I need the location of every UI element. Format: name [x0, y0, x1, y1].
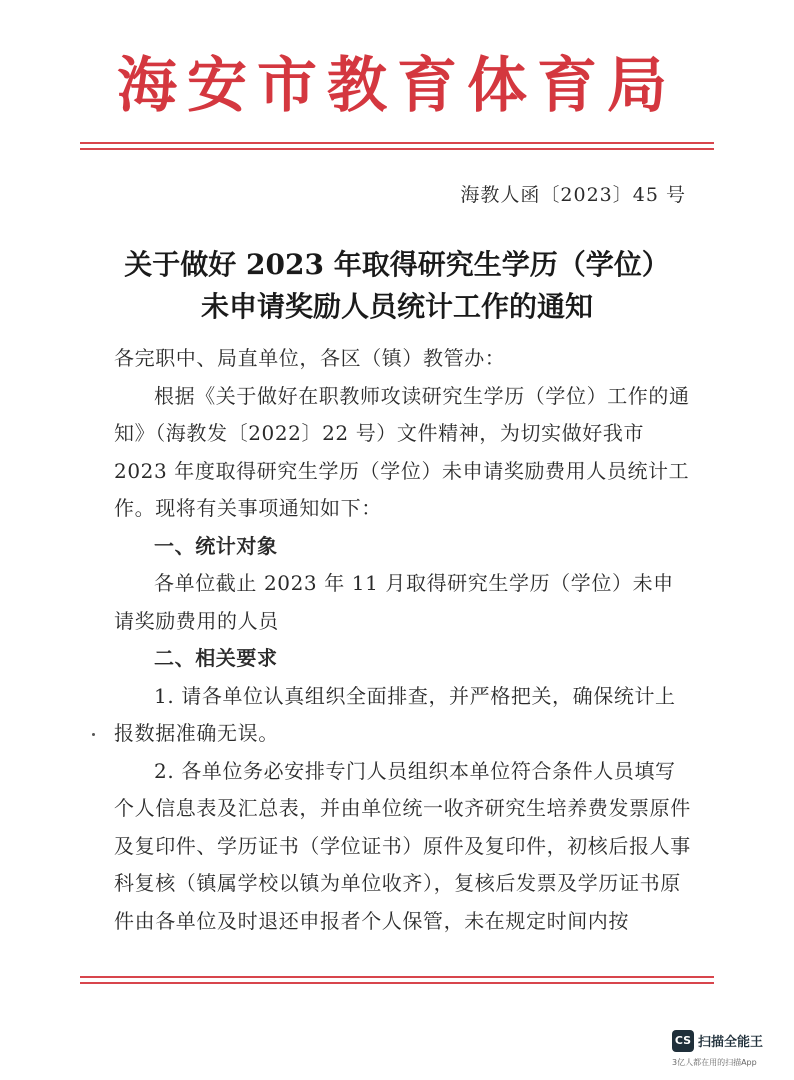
document-number: 海教人函〔2023〕45 号 — [460, 184, 686, 206]
section-heading-1: 一、统计对象 — [154, 533, 278, 558]
section-heading-2: 二、相关要求 — [154, 646, 278, 670]
scan-speck — [92, 733, 95, 736]
header-rule-top — [80, 142, 714, 144]
document-title-line-2: 未申请奖励人员统计工作的通知 — [200, 290, 593, 323]
intro-paragraph: 根据《关于做好在职教师攻读研究生学历（学位）工作的通知》（海教发〔2022〕22 号）文件精神，为切实做好我市 2023 年度取得研究生学历（学位）未申请奖励费用人员统计工作。现将有关事项通知如下： — [114, 383, 690, 520]
scanner-app-name: 扫描全能王 — [698, 1035, 764, 1050]
scanner-watermark — [672, 1030, 782, 1072]
footer-rule-top — [80, 976, 714, 978]
salutation: 各完职中、局直单位，各区（镇）教管办： — [114, 346, 506, 370]
section-1-body: 各单位截止 2023 年 11 月取得研究生学历（学位）未申请奖励费用的人员 — [114, 571, 674, 633]
requirement-item-1: 1. 请各单位认真组织全面排查，并严格把关，确保统计上报数据准确无误。 — [114, 683, 676, 745]
document-title-line-1: 关于做好 2023 年取得研究生学历（学位） — [124, 248, 670, 281]
org-header-title: 海安市教育体育局 — [117, 51, 677, 121]
document-title — [0, 244, 794, 328]
scanner-logo-icon: CS — [672, 1030, 694, 1052]
document-body — [114, 340, 694, 940]
scanner-tagline: 3亿人都在用的扫描App — [672, 1058, 757, 1067]
footer-rule-bottom — [80, 982, 714, 984]
header-rule-bottom — [80, 148, 714, 150]
requirement-item-2: 2. 各单位务必安排专门人员组织本单位符合条件人员填写个人信息表及汇总表，并由单位统一收齐研究生培养费发票原件及复印件、学历证书（学位证书）原件及复印件，初核后报人事科复核（镇属学校以镇为单位收齐），复核后发票及学历证书原件由各单位及时退还申报者个人保管，未在规定时间内按 — [114, 758, 691, 933]
